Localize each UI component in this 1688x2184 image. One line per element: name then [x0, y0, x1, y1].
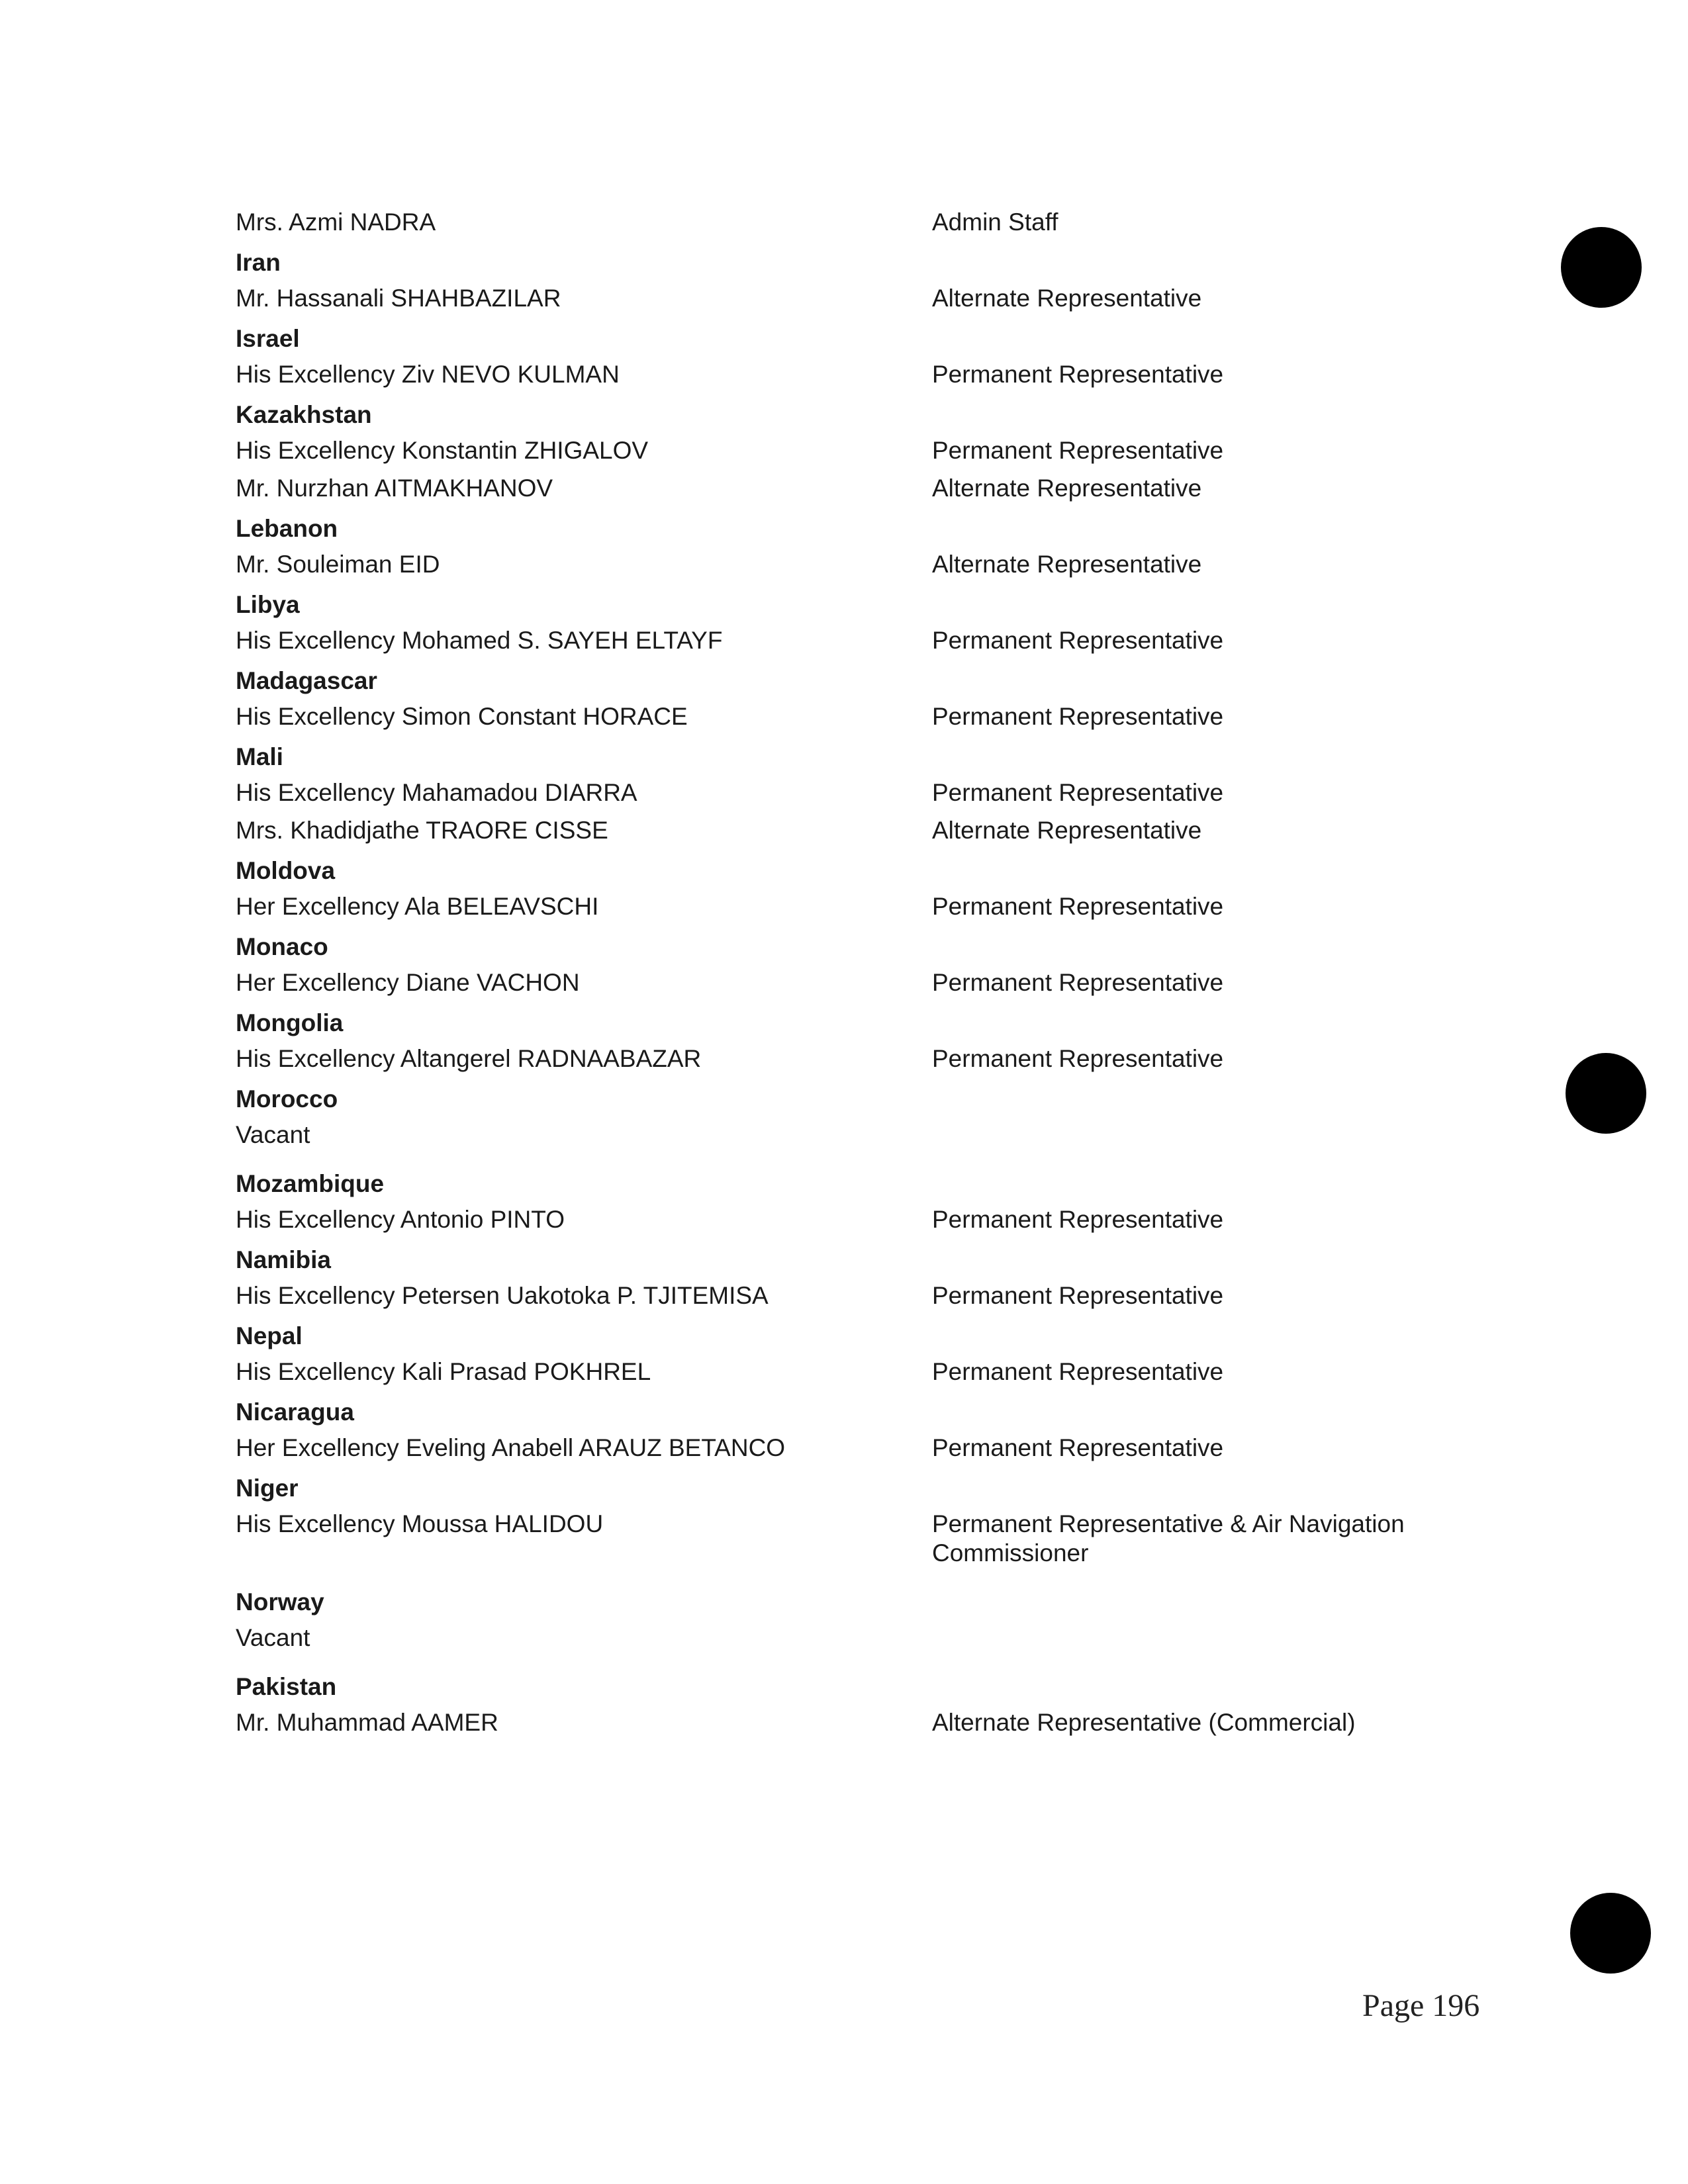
country-section	[236, 743, 1493, 845]
directory-list	[236, 208, 1493, 1746]
person-role: Admin Staff	[932, 208, 1058, 236]
person-name: Mrs. Azmi NADRA	[236, 208, 436, 236]
person-name: Mr. Hassanali SHAHBAZILAR	[236, 285, 561, 312]
country-section	[236, 248, 1493, 313]
country-section	[236, 933, 1493, 997]
person-name: His Excellency Simon Constant HORACE	[236, 703, 688, 730]
country-section	[236, 1474, 1493, 1568]
country-section	[236, 514, 1493, 579]
directory-entry	[236, 1044, 1493, 1073]
country-heading: Moldova	[236, 857, 336, 884]
person-role: Alternate Representative	[932, 285, 1202, 312]
country-heading: Israel	[236, 325, 300, 352]
punch-hole	[1570, 1893, 1651, 1974]
country-heading: Morocco	[236, 1085, 338, 1113]
person-name: Mr. Nurzhan AITMAKHANOV	[236, 475, 553, 502]
person-role: Permanent Representative	[932, 437, 1224, 464]
person-role: Alternate Representative	[932, 551, 1202, 578]
directory-entry	[236, 626, 1493, 655]
person-name: Mr. Souleiman EID	[236, 551, 440, 578]
country-section	[236, 590, 1493, 655]
country-heading: Lebanon	[236, 515, 338, 542]
country-section	[236, 1398, 1493, 1463]
country-heading: Mongolia	[236, 1009, 344, 1036]
directory-entry	[236, 1433, 1493, 1463]
person-name: His Excellency Altangerel RADNAABAZAR	[236, 1045, 702, 1072]
directory-entry	[236, 284, 1493, 313]
directory-entry	[236, 1357, 1493, 1387]
person-role: Permanent Representative	[932, 1206, 1224, 1233]
directory-entry	[236, 360, 1493, 389]
person-role: Permanent Representative	[932, 627, 1224, 654]
punch-hole	[1561, 227, 1642, 308]
country-heading: Kazakhstan	[236, 401, 372, 428]
directory-entry	[236, 208, 1493, 237]
person-role: Permanent Representative	[932, 1434, 1224, 1461]
person-name: Vacant	[236, 1121, 310, 1148]
country-heading: Mali	[236, 743, 283, 770]
country-heading: Mozambique	[236, 1170, 385, 1197]
person-name: His Excellency Ziv NEVO KULMAN	[236, 361, 620, 388]
person-role	[932, 1623, 1435, 1653]
country-heading: Nepal	[236, 1322, 303, 1349]
country-section	[236, 1009, 1493, 1073]
person-name: His Excellency Mahamadou DIARRA	[236, 779, 637, 806]
directory-entry	[236, 474, 1493, 503]
directory-entry	[236, 778, 1493, 807]
person-role: Permanent Representative	[932, 1358, 1224, 1385]
person-role: Permanent Representative	[932, 703, 1224, 730]
person-name: Vacant	[236, 1624, 310, 1651]
country-heading: Libya	[236, 591, 300, 618]
country-list	[236, 248, 1493, 1737]
person-role	[932, 1120, 1435, 1150]
person-name: Her Excellency Diane VACHON	[236, 969, 580, 996]
page-number: Page 196	[1362, 1988, 1480, 2023]
country-heading: Iran	[236, 249, 281, 276]
country-section	[236, 1672, 1493, 1737]
person-role: Permanent Representative	[932, 893, 1224, 920]
person-role: Permanent Representative	[932, 969, 1224, 996]
country-heading: Madagascar	[236, 667, 377, 694]
directory-entry	[236, 1510, 1493, 1568]
person-name: His Excellency Konstantin ZHIGALOV	[236, 437, 649, 464]
punch-hole	[1566, 1053, 1646, 1134]
directory-entry	[236, 702, 1493, 731]
country-heading: Pakistan	[236, 1673, 337, 1700]
person-role: Permanent Representative	[932, 361, 1224, 388]
country-section	[236, 324, 1493, 389]
person-name: His Excellency Antonio PINTO	[236, 1206, 565, 1233]
country-section	[236, 400, 1493, 503]
country-section	[236, 856, 1493, 921]
country-section	[236, 666, 1493, 731]
person-role: Permanent Representative	[932, 1045, 1224, 1072]
directory-entry	[236, 892, 1493, 921]
country-section	[236, 1588, 1493, 1653]
person-name: Mr. Muhammad AAMER	[236, 1709, 498, 1736]
country-section	[236, 1085, 1493, 1150]
country-heading: Namibia	[236, 1246, 331, 1273]
directory-entry	[236, 968, 1493, 997]
directory-entry	[236, 1623, 1493, 1653]
country-heading: Nicaragua	[236, 1398, 354, 1426]
person-role: Alternate Representative	[932, 817, 1202, 844]
person-role: Permanent Representative	[932, 779, 1224, 806]
directory-entry	[236, 1708, 1493, 1737]
country-section	[236, 1322, 1493, 1387]
directory-entry	[236, 436, 1493, 465]
country-heading: Niger	[236, 1475, 299, 1502]
country-section	[236, 1246, 1493, 1310]
directory-entry	[236, 550, 1493, 579]
person-name: His Excellency Mohamed S. SAYEH ELTAYF	[236, 627, 723, 654]
directory-entry	[236, 1205, 1493, 1234]
country-section	[236, 1169, 1493, 1234]
person-name: Her Excellency Eveling Anabell ARAUZ BETANCO	[236, 1434, 786, 1461]
person-role: Alternate Representative	[932, 475, 1202, 502]
directory-entry	[236, 1281, 1493, 1310]
person-role: Permanent Representative & Air Navigation Commissioner	[932, 1510, 1405, 1567]
person-name: His Excellency Kali Prasad POKHREL	[236, 1358, 651, 1385]
directory-entry	[236, 1120, 1493, 1150]
person-role: Permanent Representative	[932, 1282, 1224, 1309]
person-name: Mrs. Khadidjathe TRAORE CISSE	[236, 817, 608, 844]
country-heading: Norway	[236, 1588, 324, 1615]
person-name: His Excellency Petersen Uakotoka P. TJITEMISA	[236, 1282, 769, 1309]
person-role: Alternate Representative (Commercial)	[932, 1709, 1356, 1736]
person-name: His Excellency Moussa HALIDOU	[236, 1510, 604, 1537]
person-name: Her Excellency Ala BELEAVSCHI	[236, 893, 599, 920]
directory-entry	[236, 816, 1493, 845]
country-heading: Monaco	[236, 933, 328, 960]
